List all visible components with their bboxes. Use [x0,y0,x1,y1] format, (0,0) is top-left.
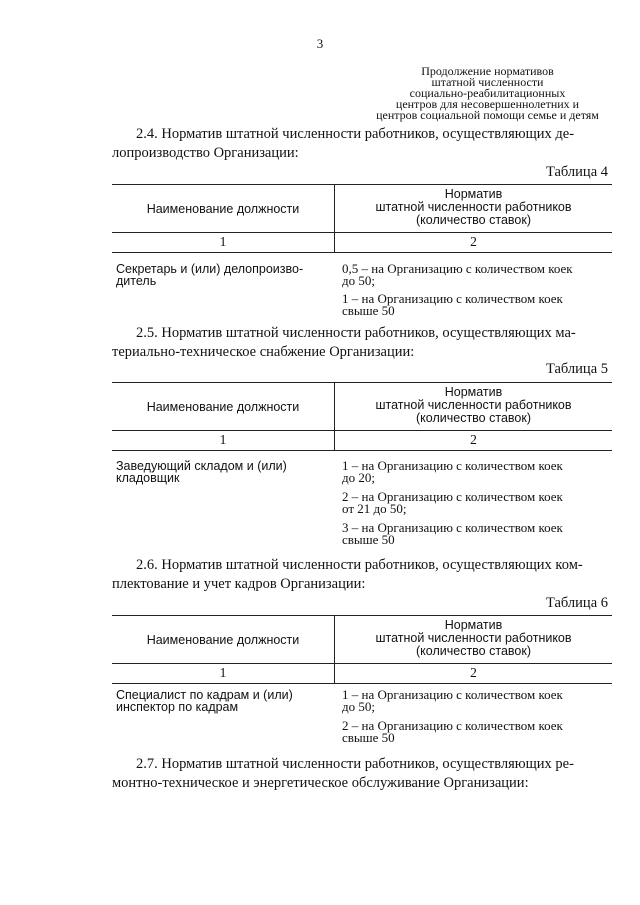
table-5-norm-2: 2 – на Организацию с количеством коек от 21 до 50; [342,489,563,516]
table-6-col1-number: 1 [219,665,227,680]
table-4-norm-1: 0,5 – на Организацию с количеством коек до 50; [342,261,573,288]
table-5-norm-3: 3 – на Организацию с количеством коек свыше 50 [342,520,563,547]
table-4-caption: Таблица 4 [545,164,608,180]
table-6-norm-1: 1 – на Организацию с количеством коек до 50; [342,687,563,714]
section-2-6-para-line-2: плектование и учет кадров Организации: [112,576,366,592]
section-2-4-para-line-2: лопроизводство Организации: [112,145,299,161]
section-2-5-para-line-1: 2.5. Норматив штатной численности работников, осуществляющих ма- [136,325,576,341]
table-6-col1-header: Наименование должности [146,633,300,647]
table-5-caption: Таблица 5 [545,361,608,377]
table-6-norm-2: 2 – на Организацию с количеством коек свыше 50 [342,718,563,745]
section-2-6-para-line-1: 2.6. Норматив штатной численности работников, осуществляющих ком- [136,557,583,573]
table-4-header [112,184,612,253]
table-6-header [112,615,612,684]
table-6-col2-header: Норматив штатной численности работников (количество ставок) [375,618,572,658]
table-5-header [112,382,612,451]
table-6-caption: Таблица 6 [545,595,608,611]
table-5-col1-number: 1 [219,432,227,447]
table-4-col2-header: Норматив штатной численности работников (количество ставок) [375,187,572,227]
table-4-col1-number: 1 [219,234,227,249]
section-2-4-para-line-1: 2.4. Норматив штатной численности работников, осуществляющих де- [136,126,575,142]
table-5-col2-header: Норматив штатной численности работников (количество ставок) [375,385,572,425]
page-number: 3 [316,36,324,51]
table-6-position: Специалист по кадрам и (или) инспектор по кадрам [116,688,293,714]
section-2-7-para-line-2: монтно-техническое и энергетическое обслуживание Организации: [112,775,529,791]
continuation-line-5: центров социальной помощи семье и детям [376,108,599,122]
section-2-7-para-line-1: 2.7. Норматив штатной численности работников, осуществляющих ре- [136,756,574,772]
continuation-line-4: центров для несовершеннолетних и [395,97,580,111]
continuation-line-2: штатной численности [431,75,544,89]
table-5-col2-number: 2 [470,432,477,447]
section-2-5-para-line-2: териально-техническое снабжение Организации: [112,344,415,360]
table-6-col2-number: 2 [470,665,477,680]
continuation-line-3: социально-реабилитационных [409,86,566,100]
table-5-norm-1: 1 – на Организацию с количеством коек до 20; [342,458,563,485]
table-4-position: Секретарь и (или) делопроизво- дитель [116,262,304,288]
table-5-col1-header: Наименование должности [146,400,300,414]
table-5-position: Заведующий складом и (или) кладовщик [116,459,287,485]
table-4-col2-number: 2 [470,234,477,249]
table-4-norm-2: 1 – на Организацию с количеством коек свыше 50 [342,291,563,318]
continuation-line-1: Продолжение нормативов [421,64,554,78]
table-4-col1-header: Наименование должности [146,202,300,216]
